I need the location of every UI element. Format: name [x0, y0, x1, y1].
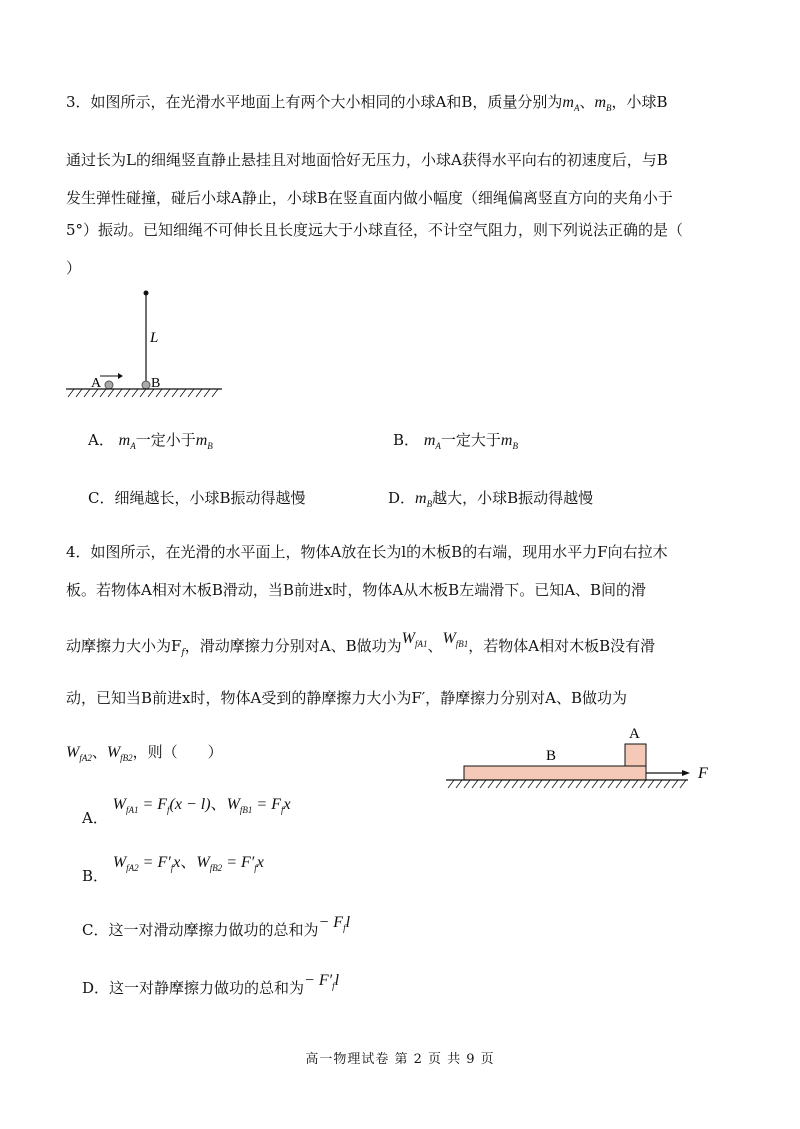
velocity-arrowhead [118, 373, 123, 379]
mA-symbol: $m_A$ [423, 432, 441, 451]
option-c-text: C．这一对滑动摩擦力做功的总和为 [82, 921, 319, 939]
q4-line3-b: ，滑动摩擦力分别对A、B做功为 [184, 637, 402, 655]
label-A: A [629, 726, 640, 742]
board-B [464, 766, 646, 780]
q4-option-a[interactable] [82, 796, 291, 827]
q4-line5-end: ，则（ ） [132, 743, 223, 761]
option-b-prefix: B． [82, 867, 109, 885]
q3-line3: 发生弹性碰撞，碰后小球A静止，小球B在竖直面内做小幅度（细绳偏离竖直方向的夹角小于 [66, 189, 673, 207]
label-B: B [546, 748, 557, 764]
force-arrowhead [682, 770, 690, 776]
option-d-text: D．这一对静摩擦力做功的总和为 [82, 979, 305, 997]
option-d-formula: − $F'_fl$ [304, 972, 340, 991]
mB-symbol: $m_B$ [500, 432, 518, 451]
option-a-prefix: A． [88, 431, 114, 449]
option-b-prefix: B． [393, 431, 420, 449]
q3-line1 [66, 92, 668, 114]
label-F: F [698, 765, 708, 782]
q3-option-b[interactable] [393, 430, 518, 452]
q3-sep: 、 [579, 93, 595, 111]
q4-line3-a: 动摩擦力大小为F [66, 637, 182, 655]
label-B: B [151, 376, 161, 391]
option-a-formula: $W_{fA1} = F_f(x - l)$、$W_{fB1} = F_fx$ [112, 796, 291, 815]
q3-line1-end: ，小球B [611, 93, 668, 111]
mA-symbol: $m_A$ [118, 432, 136, 451]
mB-symbol: $m_B$ [195, 432, 213, 451]
option-b-text: 一定大于 [440, 431, 501, 449]
option-b-formula: $W_{fA2} = F'_fx$、$W_{fB2} = F'_fx$ [112, 854, 264, 873]
q4-line5 [66, 742, 223, 764]
q3-option-a[interactable] [88, 430, 213, 452]
ball-A [105, 381, 113, 389]
W-fB2: $W_{fB2}$ [106, 744, 133, 763]
option-a-prefix: A． [82, 809, 108, 827]
q4-sep1: 、 [427, 637, 443, 655]
sub-f: f [181, 648, 185, 658]
page-footer: 高一物理试卷 第 2 页 共 9 页 [305, 1052, 495, 1067]
q3-line5: ） [66, 259, 82, 277]
q4-sep2: 、 [91, 743, 107, 761]
mB-symbol: $m_B$ [415, 490, 433, 509]
q3-option-c[interactable]: C．细绳越长，小球B振动得越慢 [88, 489, 306, 507]
option-c-formula: − $F_fl$ [318, 914, 351, 933]
label-A: A [91, 376, 102, 391]
mB-symbol: $m_B$ [594, 94, 612, 113]
q4-option-c[interactable] [82, 914, 351, 942]
label-L: L [150, 330, 159, 346]
q4-line1: 4．如图所示，在光滑的水平面上，物体A放在长为l的木板B的右端，现用水平力F向右拉木 [66, 543, 668, 561]
q4-line3 [66, 630, 656, 659]
q4-board-figure [440, 720, 730, 810]
q3-line2: 通过长为L的细绳竖直静止悬挂且对地面恰好无压力，小球A获得水平向右的初速度后，与B [66, 151, 668, 169]
q4-line3-c: ，若物体A相对木板B没有滑 [468, 637, 656, 655]
option-d-text: 越大，小球B振动得越慢 [432, 489, 594, 507]
q3-line1-text: 3．如图所示，在光滑水平地面上有两个大小相同的小球A和B，质量分别为 [66, 93, 563, 111]
q3-option-d[interactable] [388, 488, 593, 510]
q3-line4: 5°）振动。已知细绳不可伸长且长度远大于小球直径，不计空气阻力，则下列说法正确的是（ [66, 221, 684, 239]
W-fA1: $W_{fA1}$ [401, 630, 428, 649]
W-fB1: $W_{fB1}$ [442, 630, 469, 649]
q3-pendulum-figure [60, 285, 230, 405]
q4-line4: 动，已知当B前进x时，物体A受到的静摩擦力大小为F′，静摩擦力分别对A、B做功为 [66, 689, 627, 707]
option-d-prefix: D． [388, 489, 416, 507]
block-A [625, 744, 646, 766]
mA-symbol: $m_A$ [562, 94, 580, 113]
q4-option-d[interactable] [82, 972, 340, 1000]
option-a-text: 一定小于 [135, 431, 196, 449]
ball-B [142, 381, 150, 389]
W-fA2: $W_{fA2}$ [66, 744, 92, 763]
q4-line2: 板。若物体A相对木板B滑动，当B前进x时，物体A从木板B左端滑下。已知A、B间的滑 [66, 581, 647, 599]
q4-option-b[interactable] [82, 854, 264, 885]
ground-hatch [448, 780, 686, 788]
